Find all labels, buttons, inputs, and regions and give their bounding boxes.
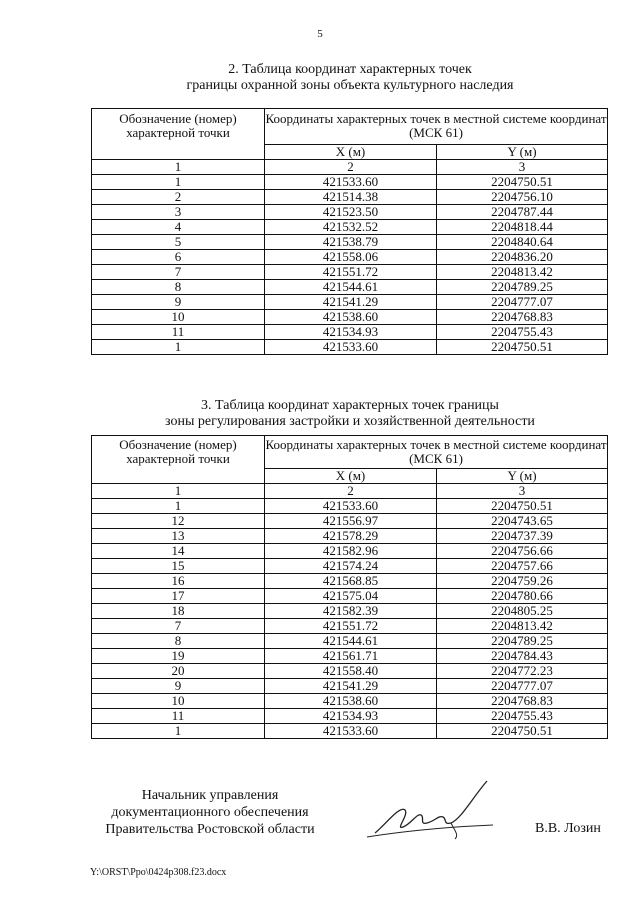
point-number-cell: 1 <box>92 340 265 355</box>
y-coordinate-cell: 2204789.25 <box>437 280 608 295</box>
table2-header-x: X (м) <box>265 145 437 160</box>
table3-header-x: X (м) <box>265 469 437 484</box>
point-number-cell: 1 <box>92 499 265 514</box>
y-coordinate-cell: 2204759.26 <box>437 574 608 589</box>
table3-coordinates <box>91 435 608 739</box>
point-number-cell: 10 <box>92 310 265 325</box>
table-row <box>92 190 608 205</box>
x-coordinate-cell: 421533.60 <box>265 175 437 190</box>
table2-column-numbers <box>92 160 608 175</box>
file-path: Y:\ORST\Ppo\0424p308.f23.docx <box>90 867 227 878</box>
table-row <box>92 574 608 589</box>
table-row <box>92 235 608 250</box>
point-number-cell: 12 <box>92 514 265 529</box>
x-coordinate-cell: 421551.72 <box>265 619 437 634</box>
x-coordinate-cell: 421574.24 <box>265 559 437 574</box>
point-number-cell: 9 <box>92 679 265 694</box>
x-coordinate-cell: 421578.29 <box>265 529 437 544</box>
y-coordinate-cell: 2204789.25 <box>437 634 608 649</box>
y-coordinate-cell: 2204768.83 <box>437 694 608 709</box>
y-coordinate-cell: 2204743.65 <box>437 514 608 529</box>
x-coordinate-cell: 421575.04 <box>265 589 437 604</box>
x-coordinate-cell: 421533.60 <box>265 340 437 355</box>
y-coordinate-cell: 2204756.10 <box>437 190 608 205</box>
y-coordinate-cell: 2204737.39 <box>437 529 608 544</box>
table2-title-line1: 2. Таблица координат характерных точек <box>228 62 472 77</box>
table-row <box>92 589 608 604</box>
point-number-cell: 14 <box>92 544 265 559</box>
table2-header-coords: Координаты характерных точек в местной системе координат (МСК 61) <box>265 109 608 145</box>
y-coordinate-cell: 2204836.20 <box>437 250 608 265</box>
y-coordinate-cell: 2204750.51 <box>437 724 608 739</box>
table3-header-y: Y (м) <box>437 469 608 484</box>
signer-name: В.В. Лозин <box>535 821 601 836</box>
point-number-cell: 20 <box>92 664 265 679</box>
point-number-cell: 16 <box>92 574 265 589</box>
table2-coordinates <box>91 108 608 355</box>
table3-column-numbers <box>92 484 608 499</box>
x-coordinate-cell: 421534.93 <box>265 325 437 340</box>
y-coordinate-cell: 2204784.43 <box>437 649 608 664</box>
signature-title-block <box>90 787 330 838</box>
x-coordinate-cell: 421541.29 <box>265 295 437 310</box>
y-coordinate-cell: 2204755.43 <box>437 325 608 340</box>
signature-line1: Начальник управления <box>141 788 279 803</box>
point-number-cell: 4 <box>92 220 265 235</box>
table3-colnum: 2 <box>265 484 437 499</box>
point-number-cell: 11 <box>92 709 265 724</box>
table3-title-line2: зоны регулирования застройки и хозяйственной деятельности <box>165 414 535 429</box>
table3-header-coords: Координаты характерных точек в местной системе координат (МСК 61) <box>265 436 608 469</box>
table-row <box>92 634 608 649</box>
table2-colnum: 1 <box>92 160 265 175</box>
x-coordinate-cell: 421533.60 <box>265 499 437 514</box>
x-coordinate-cell: 421568.85 <box>265 574 437 589</box>
y-coordinate-cell: 2204840.64 <box>437 235 608 250</box>
y-coordinate-cell: 2204750.51 <box>437 499 608 514</box>
y-coordinate-cell: 2204780.66 <box>437 589 608 604</box>
table-row <box>92 559 608 574</box>
table2-colnum: 3 <box>437 160 608 175</box>
table-row <box>92 205 608 220</box>
y-coordinate-cell: 2204757.66 <box>437 559 608 574</box>
table-row <box>92 724 608 739</box>
table-row <box>92 295 608 310</box>
table-row <box>92 499 608 514</box>
table2-title-line2: границы охранной зоны объекта культурного наследия <box>186 78 514 93</box>
x-coordinate-cell: 421538.60 <box>265 310 437 325</box>
y-coordinate-cell: 2204755.43 <box>437 709 608 724</box>
point-number-cell: 17 <box>92 589 265 604</box>
x-coordinate-cell: 421541.29 <box>265 679 437 694</box>
x-coordinate-cell: 421558.06 <box>265 250 437 265</box>
x-coordinate-cell: 421523.50 <box>265 205 437 220</box>
y-coordinate-cell: 2204818.44 <box>437 220 608 235</box>
table-row <box>92 679 608 694</box>
table-row <box>92 325 608 340</box>
table-row <box>92 310 608 325</box>
table3-title <box>90 398 610 430</box>
y-coordinate-cell: 2204787.44 <box>437 205 608 220</box>
x-coordinate-cell: 421533.60 <box>265 724 437 739</box>
table-row <box>92 175 608 190</box>
y-coordinate-cell: 2204750.51 <box>437 340 608 355</box>
table2-header-point: Обозначение (номер) характерной точки <box>92 109 265 160</box>
table-row <box>92 280 608 295</box>
table3-header-point: Обозначение (номер) характерной точки <box>92 436 265 484</box>
x-coordinate-cell: 421532.52 <box>265 220 437 235</box>
x-coordinate-cell: 421544.61 <box>265 280 437 295</box>
handwritten-signature <box>355 775 505 845</box>
x-coordinate-cell: 421582.96 <box>265 544 437 559</box>
point-number-cell: 8 <box>92 280 265 295</box>
x-coordinate-cell: 421551.72 <box>265 265 437 280</box>
table-row <box>92 544 608 559</box>
point-number-cell: 5 <box>92 235 265 250</box>
point-number-cell: 7 <box>92 265 265 280</box>
y-coordinate-cell: 2204777.07 <box>437 679 608 694</box>
table-row <box>92 514 608 529</box>
point-number-cell: 9 <box>92 295 265 310</box>
table2-title <box>90 62 610 94</box>
point-number-cell: 13 <box>92 529 265 544</box>
point-number-cell: 7 <box>92 619 265 634</box>
table3-colnum: 3 <box>437 484 608 499</box>
table-row <box>92 340 608 355</box>
point-number-cell: 10 <box>92 694 265 709</box>
point-number-cell: 2 <box>92 190 265 205</box>
y-coordinate-cell: 2204772.23 <box>437 664 608 679</box>
y-coordinate-cell: 2204777.07 <box>437 295 608 310</box>
table-row <box>92 604 608 619</box>
table2-body <box>92 175 608 355</box>
point-number-cell: 3 <box>92 205 265 220</box>
table3-body <box>92 499 608 739</box>
point-number-cell: 1 <box>92 724 265 739</box>
table-row <box>92 619 608 634</box>
x-coordinate-cell: 421561.71 <box>265 649 437 664</box>
table-row <box>92 649 608 664</box>
x-coordinate-cell: 421534.93 <box>265 709 437 724</box>
table-row <box>92 664 608 679</box>
y-coordinate-cell: 2204768.83 <box>437 310 608 325</box>
point-number-cell: 8 <box>92 634 265 649</box>
signature-line3: Правительства Ростовской области <box>105 822 315 837</box>
x-coordinate-cell: 421582.39 <box>265 604 437 619</box>
x-coordinate-cell: 421538.60 <box>265 694 437 709</box>
point-number-cell: 1 <box>92 175 265 190</box>
table-row <box>92 220 608 235</box>
point-number-cell: 15 <box>92 559 265 574</box>
table3-colnum: 1 <box>92 484 265 499</box>
y-coordinate-cell: 2204805.25 <box>437 604 608 619</box>
table3-title-line1: 3. Таблица координат характерных точек границы <box>201 398 499 413</box>
table-row <box>92 250 608 265</box>
x-coordinate-cell: 421514.38 <box>265 190 437 205</box>
point-number-cell: 18 <box>92 604 265 619</box>
y-coordinate-cell: 2204750.51 <box>437 175 608 190</box>
point-number-cell: 11 <box>92 325 265 340</box>
table-row <box>92 694 608 709</box>
table-row <box>92 709 608 724</box>
x-coordinate-cell: 421538.79 <box>265 235 437 250</box>
y-coordinate-cell: 2204813.42 <box>437 265 608 280</box>
y-coordinate-cell: 2204756.66 <box>437 544 608 559</box>
point-number-cell: 6 <box>92 250 265 265</box>
signature-line2: документационного обеспечения <box>111 805 309 820</box>
table2-header-y: Y (м) <box>437 145 608 160</box>
point-number-cell: 19 <box>92 649 265 664</box>
page-number: 5 <box>317 28 323 40</box>
x-coordinate-cell: 421544.61 <box>265 634 437 649</box>
table-row <box>92 265 608 280</box>
x-coordinate-cell: 421556.97 <box>265 514 437 529</box>
table-row <box>92 529 608 544</box>
y-coordinate-cell: 2204813.42 <box>437 619 608 634</box>
table2-colnum: 2 <box>265 160 437 175</box>
x-coordinate-cell: 421558.40 <box>265 664 437 679</box>
